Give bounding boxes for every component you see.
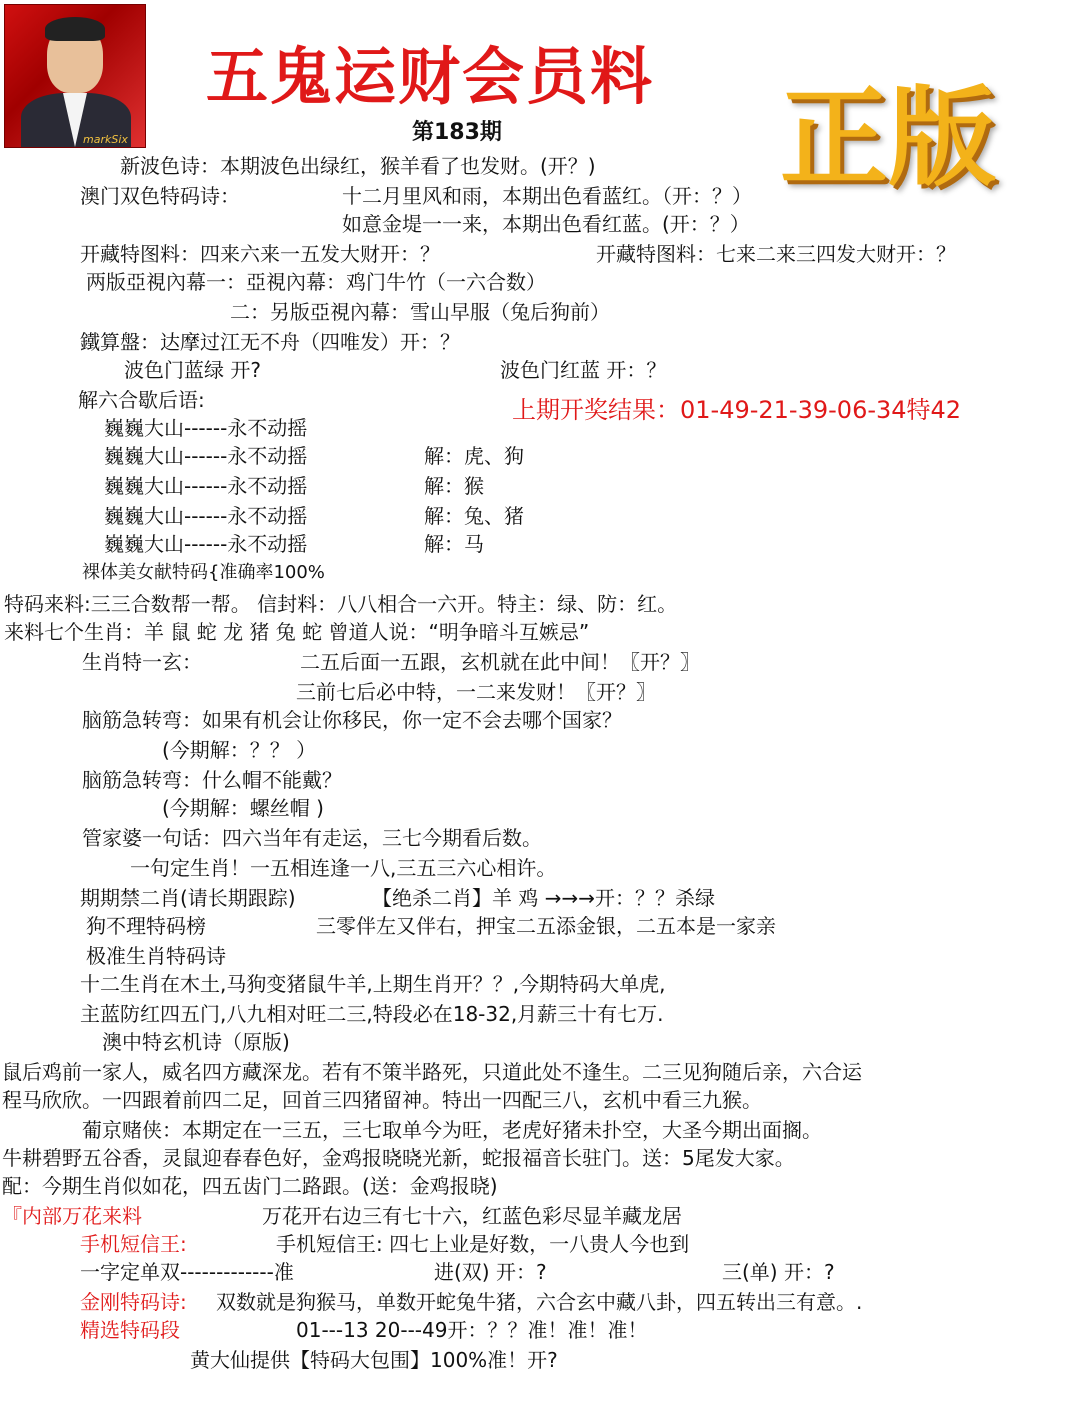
line-zodiac-mystery-1: 二五后面一五跟，玄机就在此中间！〖开？〗	[300, 650, 700, 674]
line-even-pick: 进(双) 开：?	[434, 1260, 547, 1284]
line-banned-zodiac: 【绝杀二肖】羊 鸡 →→→开：？？杀绿	[372, 886, 715, 910]
line-macau-mystery-1: 鼠后鸡前一家人，威名四方藏深龙。若有不策半路死，只道此处不逢生。二三见狗随后亲，六合运	[2, 1060, 862, 1084]
line-gambler-1: 葡京赌侠：本期定在一三五，三七取单今为旺，老虎好猪未扑空，大圣今期出面搁。	[82, 1118, 822, 1142]
line-wanhua-label: 『内部万花来料	[2, 1204, 142, 1228]
line-housekeeper: 管家婆一句话：四六当年有走运，三七今期看后数。	[82, 826, 542, 850]
authentic-stamp: 正版	[780, 75, 997, 201]
line-suanpan: 鐵算盤：达摩过江无不舟（四唯发）开：？	[80, 330, 460, 354]
line-saying-3: 巍巍大山------永不动摇	[104, 474, 308, 498]
line-odd-even: 一字定单双-------------准	[80, 1260, 294, 1284]
line-macau-label: 澳门双色特码诗：	[80, 184, 240, 208]
line-segment-label: 精选特码段	[80, 1318, 180, 1342]
line-macau-poem-2: 如意金堤一一来，本期出色看红蓝。(开：？）	[342, 212, 750, 236]
line-riddle-1: 脑筋急转弯：如果有机会让你移民，你一定不会去哪个国家？	[82, 708, 622, 732]
line-sms-label: 手机短信王:	[80, 1232, 187, 1256]
line-wanhua-text: 万花开右边三有七十六，红蓝色彩尽显羊藏龙居	[262, 1204, 682, 1228]
line-wave-color-poem: 新波色诗：本期波色出绿红，猴羊看了也发财。(开？)	[120, 154, 596, 178]
line-answer-2: 解：虎、狗	[424, 444, 524, 468]
photo-watermark: markSix	[83, 133, 128, 146]
last-result: 上期开奖结果：01-49-21-39-06-34特42	[512, 396, 962, 424]
line-dog-poem: 三零伴左又伴右，押宝二五添金银，二五本是一家亲	[316, 914, 776, 938]
line-kingkong-text: 双数就是狗猴马，单数开蛇兔牛猪，六合玄中藏八卦，四五转出三有意。.	[216, 1290, 863, 1314]
line-sms-text: 手机短信王: 四七上业是好数，一八贵人今也到	[276, 1232, 690, 1256]
line-gambler-3: 配：今期生肖似如花，四五齿门二路跟。(送：金鸡报晓)	[2, 1174, 498, 1198]
line-source-material: 特码来料:三三合数帮一帮。 信封料：八八相合一六开。特主：绿、防：红。	[4, 592, 678, 616]
header-photo	[4, 4, 146, 148]
line-riddle-2-answer: (今期解：螺丝帽 )	[162, 796, 324, 820]
line-wave-red-blue: 波色门红蓝 开：？	[500, 358, 667, 382]
line-wong-tai-sin: 黄大仙提供【特码大包围】100%准！开?	[190, 1348, 558, 1372]
line-macau-mystery-2: 程马欣欣。一四跟着前四二足，回首三四猪留神。特出一四配三八，玄机中看三九猴。	[2, 1088, 762, 1112]
line-odd-pick: 三(单) 开：?	[722, 1260, 835, 1284]
line-xiehouyu-title: 解六合歇后语:	[78, 388, 205, 412]
line-zodiac-mystery-2: 三前七后必中特，一二来发财！〖开？〗	[296, 680, 656, 704]
line-gambler-2: 牛耕碧野五谷香，灵鼠迎春春色好，金鸡报晓晓光新，蛇报福音长驻门。送：5尾发大家。	[2, 1146, 795, 1170]
issue-number: 第183期	[412, 120, 502, 145]
line-answer-5: 解：马	[424, 532, 484, 556]
line-one-sentence: 一句定生肖！一五相连逢一八,三五三六心相许。	[130, 856, 557, 880]
page-title: 五鬼运财会员料	[206, 40, 655, 113]
line-answer-3: 解：猴	[424, 474, 484, 498]
line-zodiac-poem-2: 主蓝防红四五门,八九相对旺二三,特段必在18-32,月薪三十有七万.	[80, 1002, 664, 1026]
line-accuracy: 裸体美女献特码{准确率100%	[82, 562, 325, 583]
line-seven-zodiac: 来料七个生肖：羊 鼠 蛇 龙 猪 兔 蛇 曾道人说：“明争暗斗互嫉忌”	[4, 620, 590, 644]
line-neimu-2: 二：另版亞視內幕：雪山早服（兔后狗前）	[230, 300, 610, 324]
line-dog-label: 狗不理特码榜	[86, 914, 206, 938]
line-saying-4: 巍巍大山------永不动摇	[104, 504, 308, 528]
line-zodiac-poem-title: 极准生肖特码诗	[86, 944, 226, 968]
line-macau-poem-1: 十二月里风和雨，本期出色看蓝红。（开：？）	[342, 184, 752, 208]
line-zodiac-poem-1: 十二生肖在木土,马狗变猪鼠牛羊,上期生肖开？？,今期特码大单虎,	[80, 972, 666, 996]
line-banned-label: 期期禁二肖(请长期跟踪)	[80, 886, 296, 910]
line-riddle-1-answer: (今期解：？？ ）	[162, 738, 317, 762]
line-answer-4: 解：兔、猪	[424, 504, 524, 528]
line-tuliao-2: 开藏特图料：七来二来三四发大财开：？	[596, 242, 956, 266]
line-segment-text: 01---13 20---49开：？？准！准！准！	[296, 1318, 648, 1342]
line-saying-1: 巍巍大山------永不动摇	[104, 416, 308, 440]
line-zodiac-mystery-label: 生肖特一玄：	[82, 650, 202, 674]
line-wave-blue-green: 波色门蓝绿 开?	[124, 358, 261, 382]
line-saying-5: 巍巍大山------永不动摇	[104, 532, 308, 556]
line-neimu-1: 两版亞視內幕一：亞視內幕：鸡门牛竹（一六合数）	[86, 270, 546, 294]
line-riddle-2: 脑筋急转弯：什么帽不能戴？	[82, 768, 342, 792]
line-kingkong-label: 金刚特码诗:	[80, 1290, 187, 1314]
line-macau-mystery-title: 澳中特玄机诗（原版)	[102, 1030, 290, 1054]
line-tuliao-1: 开藏特图料：四来六来一五发大财开：？	[80, 242, 440, 266]
line-saying-2: 巍巍大山------永不动摇	[104, 444, 308, 468]
